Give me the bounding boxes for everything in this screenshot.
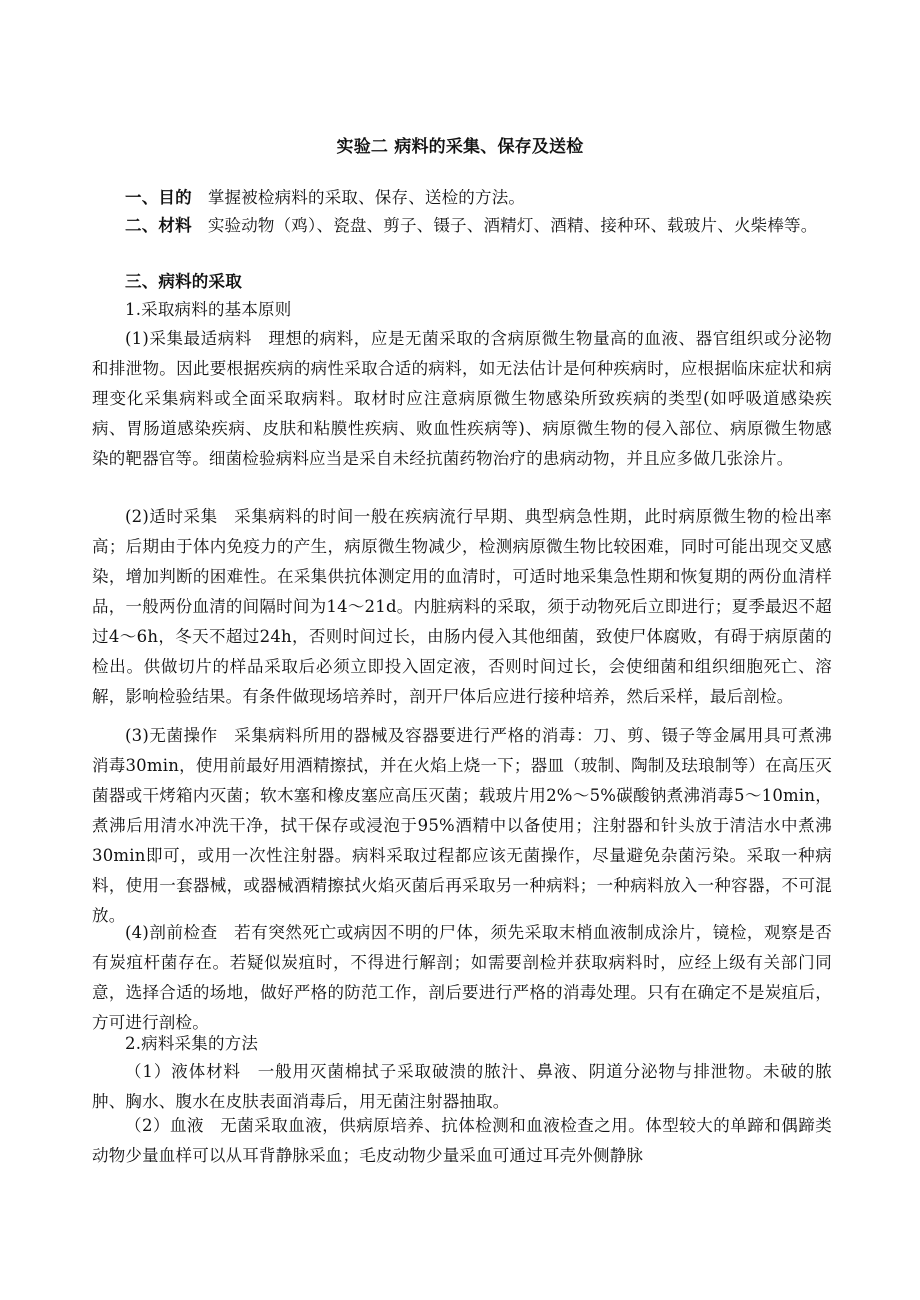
section-text: 实验动物（鸡）、瓷盘、剪子、镊子、酒精灯、酒精、接种环、载玻片、火柴棒等。: [207, 216, 818, 235]
page-title: 实验二 病料的采集、保存及送检: [336, 137, 584, 157]
section-heading: 三、病料的采取: [125, 272, 242, 291]
section-materials: [92, 211, 832, 241]
paragraph-text: 采集病料所用的器械及容器要进行严格的消毒：刀、剪、镊子等金属用具可煮沸消毒30min，使用前最好用酒精擦拭，并在火焰上烧一下；器皿（玻制、陶制及珐琅制等）在高压灭菌器或干烤箱内灭菌；软木塞和橡皮塞应高压灭菌；载玻片用2%～5%碳酸钠煮沸消毒5～10min，煮沸后用清水冲洗干净，拭干保存或浸泡于95%酒精中以备使用；注射器和针头放于清洁水中煮沸30min即可，或用一次性注射器。病料采取过程都应该无菌操作，尽量避免杂菌污染。采取一种病料，使用一套器械，或器械酒精擦拭火焰灭菌后再采取另一种病料；一种病料放入一种容器，不可混放。: [92, 726, 833, 925]
section-text: 掌握被检病料的采取、保存、送检的方法。: [207, 188, 526, 207]
paragraph-blood: [92, 1111, 832, 1171]
paragraph-timely-collection: [92, 502, 832, 712]
paragraph-text: 一般用灭菌棉拭子采取破溃的脓汁、鼻液、阴道分泌物与排泄物。未破的脓肿、胸水、腹水在皮肤表面消毒后，用无菌注射器抽取。: [92, 1062, 832, 1111]
paragraph-label: （1）液体材料: [125, 1062, 241, 1081]
subsection-heading: 2.病料采集的方法: [125, 1034, 259, 1053]
paragraph-label: （2）血液: [125, 1116, 204, 1135]
paragraph-label: (2)适时采集: [125, 507, 218, 526]
paragraph-text: 采集病料的时间一般在疾病流行早期、典型病急性期，此时病原微生物的检出率高；后期由于体内免疫力的产生，病原微生物减少，检测病原微生物比较困难，同时可能出现交叉感染，增加判断的困难性。在采集供抗体测定用的血清时，可适时地采集急性期和恢复期的两份血清样品，一般两份血清的间隔时间为14～21d。内脏病料的采取，须于动物死后立即进行；夏季最迟不超过4～6h，冬天不超过24h，否则时间过长，由肠内侵入其他细菌，致使尸体腐败，有碍于病原菌的检出。供做切片的样品采取后必须立即投入固定液，否则时间过长，会使细菌和组织细胞死亡、溶解，影响检验结果。有条件做现场培养时，剖开尸体后应进行接种培养，然后采样，最后剖检。: [92, 507, 833, 706]
paragraph-pre-necropsy-check: [92, 918, 832, 1038]
paragraph-text: 无菌采取血液，供病原培养、抗体检测和血液检查之用。体型较大的单蹄和偶蹄类动物少量血样可以从耳背静脉采血；毛皮动物少量采血可通过耳壳外侧静脉: [92, 1116, 832, 1165]
paragraph-optimal-samples: [92, 324, 832, 474]
paragraph-liquid-material: [92, 1057, 832, 1117]
subsection-heading: 1.采取病料的基本原则: [125, 300, 292, 319]
section-purpose: [92, 183, 832, 213]
paragraph-text: 若有突然死亡或病因不明的尸体，须先采取末梢血液制成涂片，镜检，观察是否有炭疽杆菌存在。若疑似炭疽时，不得进行解剖；如需要剖检并获取病料时，应经上级有关部门同意，选择合适的场地，做好严格的防范工作，剖后要进行严格的消毒处理。只有在确定不是炭疽后，方可进行剖检。: [92, 923, 833, 1032]
paragraph-aseptic-operation: [92, 721, 832, 931]
paragraph-text: 理想的病料，应是无菌采取的含病原微生物量高的血液、器官组织或分泌物和排泄物。因此要根据疾病的病性采取合适的病料，如无法估计是何种疾病时，应根据临床症状和病理变化采集病料或全面采取病料。取材时应注意病原微生物感染所致疾病的类型(如呼吸道感染疾病、胃肠道感染疾病、皮肤和粘膜性疾病、败血性疾病等)、病原微生物的侵入部位、病原微生物感染的靶器官等。细菌检验病料应当是采自未经抗菌药物治疗的患病动物，并且应多做几张涂片。: [92, 329, 832, 468]
section-label: 一、目的: [125, 188, 192, 207]
paragraph-label: (1)采集最适病料: [125, 329, 252, 348]
paragraph-label: (4)剖前检查: [125, 923, 218, 942]
paragraph-label: (3)无菌操作: [125, 726, 218, 745]
section-label: 二、材料: [125, 216, 192, 235]
